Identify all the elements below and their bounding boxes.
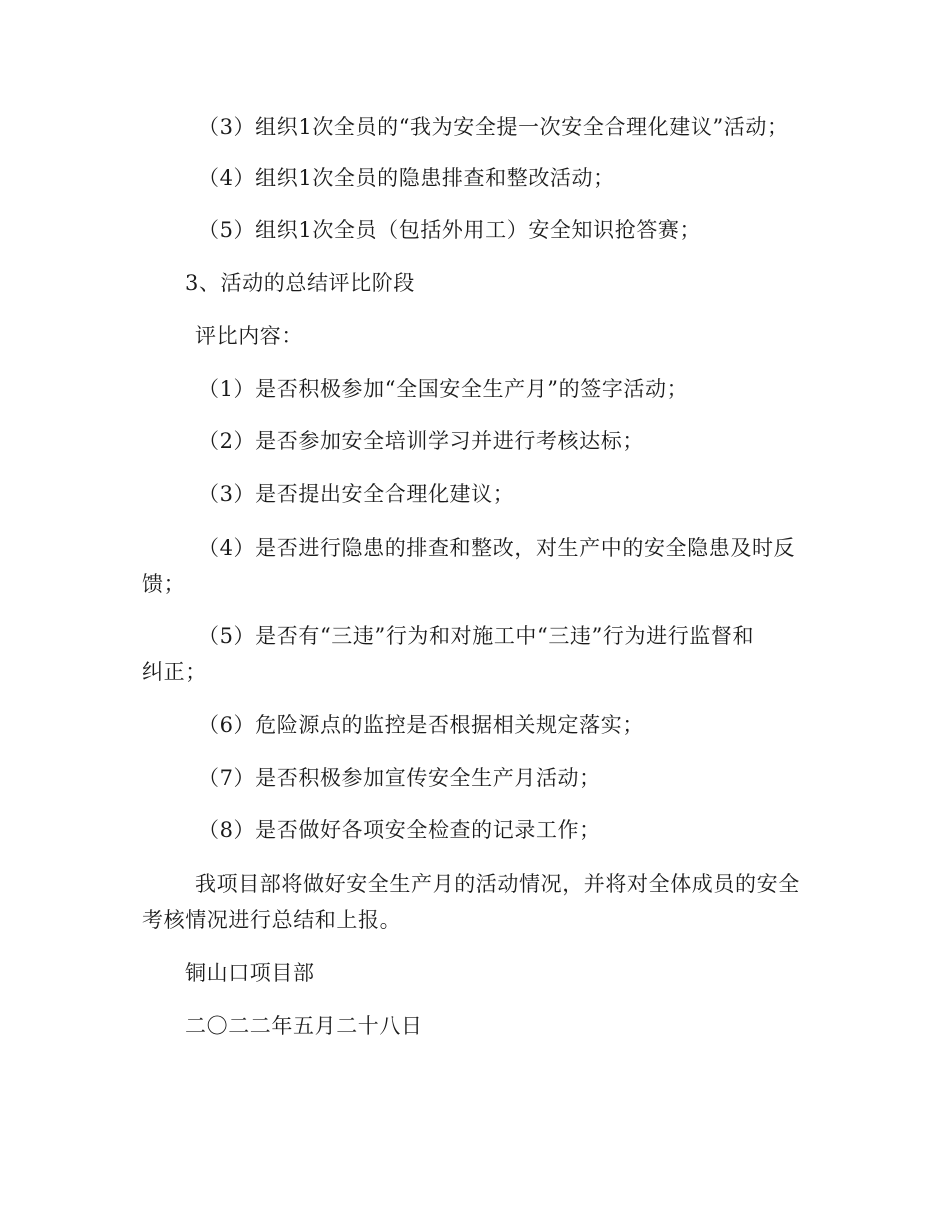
closing-paragraph-line-2: 考核情况进行总结和上报。 [142, 908, 402, 932]
evaluation-item-5-continued: 纠正； [142, 660, 207, 684]
evaluation-item-8: （8）是否做好各项安全检查的记录工作； [198, 818, 601, 842]
evaluation-item-1: （1）是否积极参加“全国安全生产月”的签字活动； [198, 377, 689, 401]
signature-date: 二〇二二年五月二十八日 [185, 1014, 423, 1038]
activity-item-3: （3）组织1次全员的“我为安全提一次安全合理化建议”活动； [198, 115, 789, 139]
evaluation-label: 评比内容： [195, 324, 303, 348]
closing-paragraph-line-1: 我项目部将做好安全生产月的活动情况，并将对全体成员的安全 [195, 872, 800, 896]
activity-item-5: （5）组织1次全员（包括外用工）安全知识抢答赛； [198, 218, 702, 242]
evaluation-item-4: （4）是否进行隐患的排查和整改，对生产中的安全隐患及时反 [198, 536, 796, 560]
evaluation-item-6: （6）危险源点的监控是否根据相关规定落实； [198, 713, 644, 737]
evaluation-item-5: （5）是否有“三违”行为和对施工中“三违”行为进行监督和 [198, 624, 755, 648]
stage3-heading: 3、活动的总结评比阶段 [185, 271, 415, 295]
evaluation-item-2: （2）是否参加安全培训学习并进行考核达标； [198, 429, 644, 453]
activity-item-4: （4）组织1次全员的隐患排查和整改活动； [198, 166, 615, 190]
evaluation-item-4-continued: 馈； [142, 572, 186, 596]
evaluation-item-3: （3）是否提出安全合理化建议； [198, 482, 515, 506]
signature-department: 铜山口项目部 [185, 961, 315, 985]
evaluation-item-7: （7）是否积极参加宣传安全生产月活动； [198, 766, 601, 790]
